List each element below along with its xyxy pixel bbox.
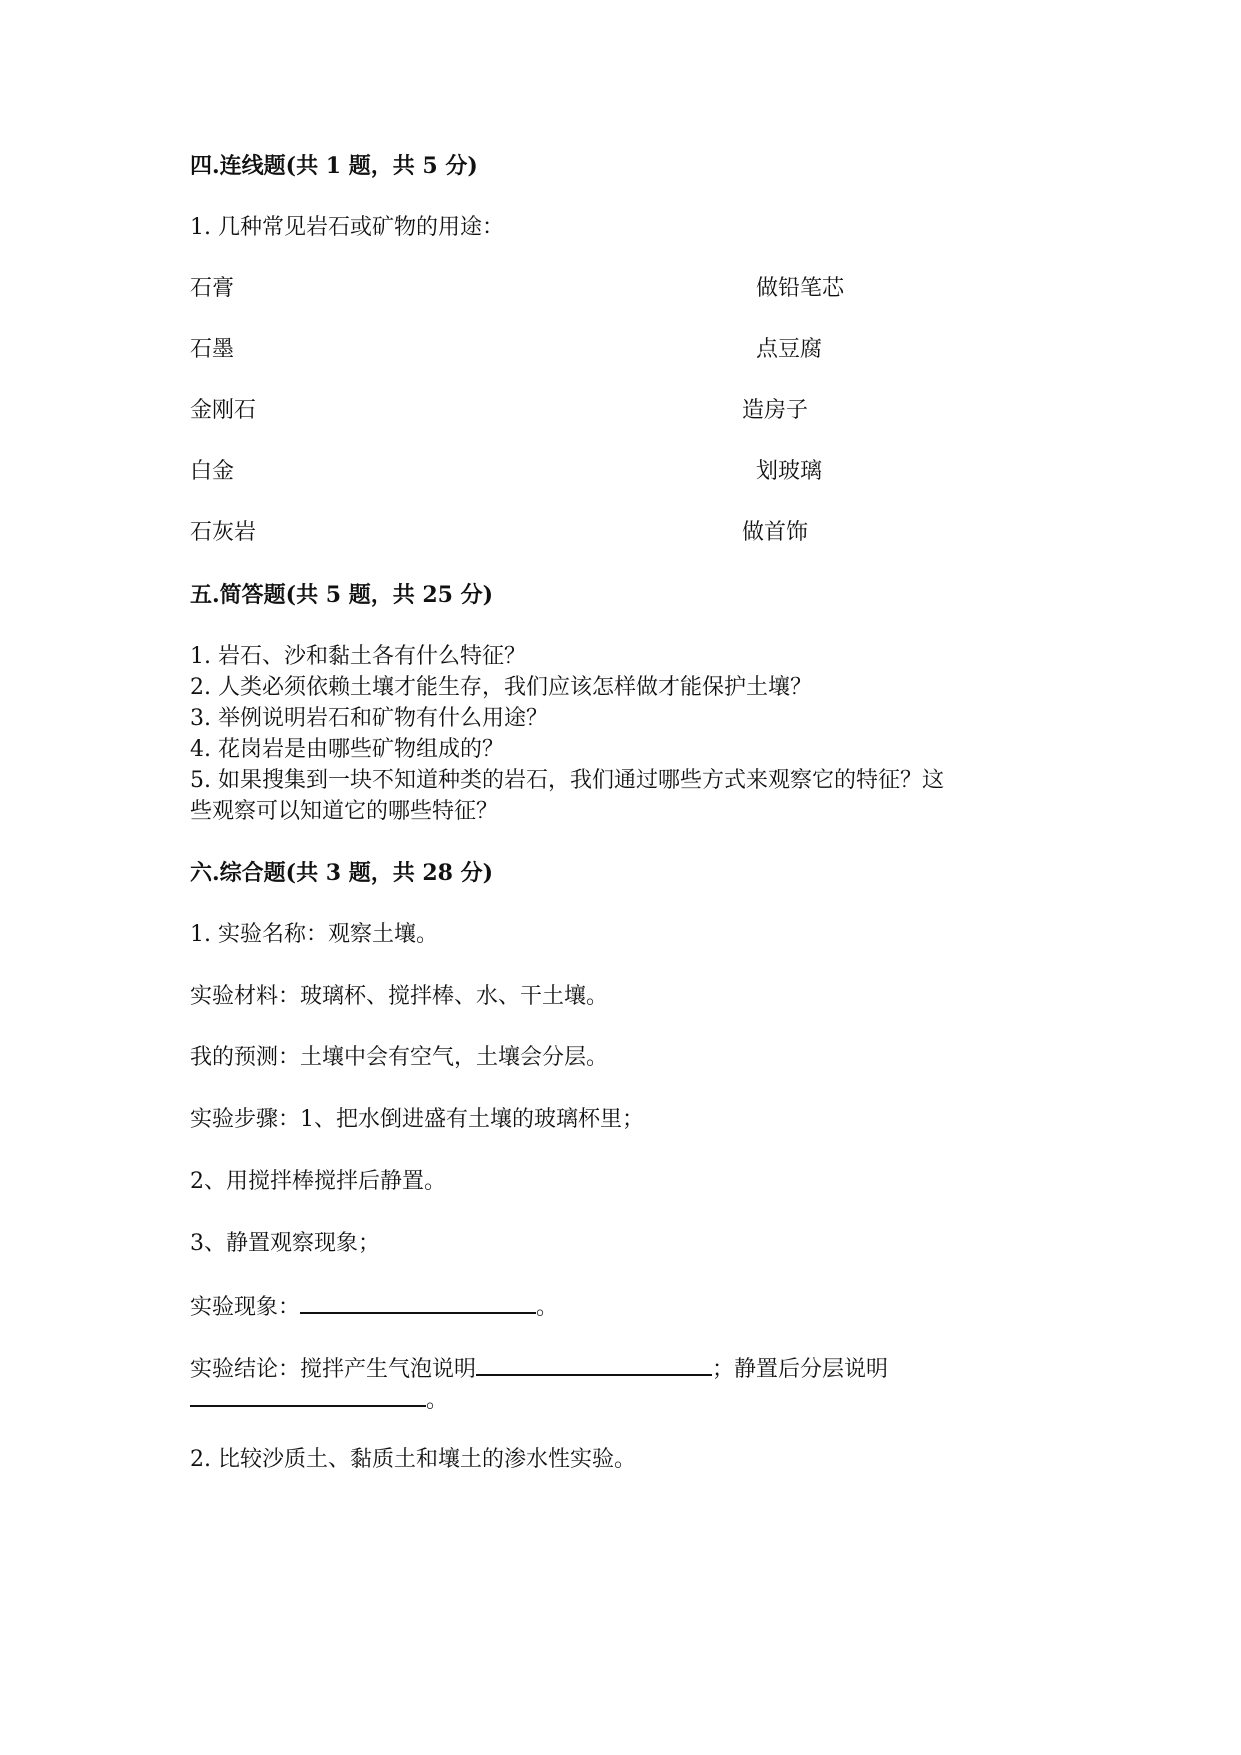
conclusion-answer-blank-1[interactable] — [476, 1352, 712, 1376]
punctuation: 。 — [536, 1295, 559, 1320]
section-heading-matching: 四.连线题(共 1 题，共 5 分) — [190, 153, 478, 179]
question-text: 1. 几种常见岩石或矿物的用途： — [190, 215, 504, 240]
right-item: 做首饰 — [742, 520, 809, 545]
question-text: 2. 比较沙质土、黏质土和壤土的渗水性实验。 — [190, 1447, 636, 1472]
phenomenon-label: 实验现象： — [190, 1295, 301, 1320]
conclusion-label: 实验结论：搅拌产生气泡说明 — [190, 1357, 477, 1382]
experiment-name: 1. 实验名称：观察土壤。 — [190, 922, 438, 947]
section-heading-short-answer: 五.简答题(共 5 题，共 25 分) — [190, 582, 494, 608]
right-item: 点豆腐 — [756, 337, 823, 362]
conclusion-answer-blank-2[interactable] — [190, 1383, 426, 1407]
experiment-prediction: 我的预测：土壤中会有空气，土壤会分层。 — [190, 1045, 609, 1070]
punctuation: 。 — [426, 1388, 449, 1413]
right-item: 划玻璃 — [756, 459, 823, 484]
conclusion-mid-text: ；静置后分层说明 — [712, 1357, 889, 1382]
phenomenon-answer-blank[interactable] — [300, 1290, 536, 1314]
question-text: 些观察可以知道它的哪些特征？ — [190, 799, 499, 824]
right-item: 造房子 — [742, 398, 809, 423]
question-text: 3. 举例说明岩石和矿物有什么用途？ — [190, 706, 548, 731]
left-item: 石墨 — [190, 337, 235, 362]
left-item: 石膏 — [190, 276, 235, 301]
right-item: 做铅笔芯 — [756, 276, 845, 301]
experiment-step: 3、静置观察现象； — [190, 1231, 380, 1256]
question-text: 2. 人类必须依赖土壤才能生存，我们应该怎样做才能保护土壤？ — [190, 675, 812, 700]
conclusion-line-2 — [190, 1383, 448, 1416]
phenomenon-line — [190, 1290, 558, 1323]
section-heading-comprehensive: 六.综合题(共 3 题，共 28 分) — [190, 860, 494, 886]
question-text: 4. 花岗岩是由哪些矿物组成的？ — [190, 737, 504, 762]
left-item: 石灰岩 — [190, 520, 257, 545]
left-item: 金刚石 — [190, 398, 257, 423]
question-text: 1. 岩石、沙和黏土各有什么特征？ — [190, 644, 526, 669]
left-item: 白金 — [190, 459, 235, 484]
experiment-materials: 实验材料：玻璃杯、搅拌棒、水、干土壤。 — [190, 984, 609, 1009]
experiment-step: 2、用搅拌棒搅拌后静置。 — [190, 1169, 446, 1194]
question-text: 5. 如果搜集到一块不知道种类的岩石，我们通过哪些方式来观察它的特征？这 — [190, 768, 944, 793]
experiment-step: 实验步骤：1、把水倒进盛有土壤的玻璃杯里； — [190, 1107, 644, 1132]
conclusion-line — [190, 1352, 888, 1385]
